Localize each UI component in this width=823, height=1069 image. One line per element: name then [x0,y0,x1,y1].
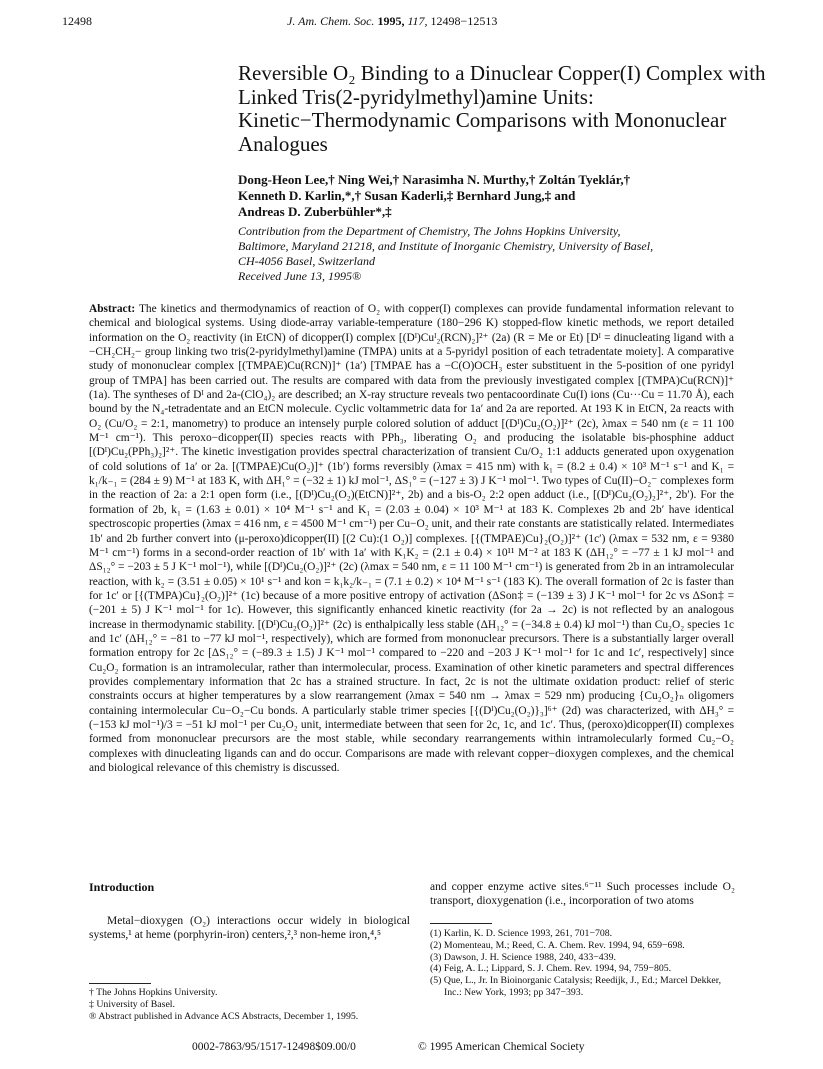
article-title: Reversible O₂ Binding to a Dinuclear Copper(I) Complex with Linked Tris(2-pyridylmethyl)amine Units: Kinetic−Thermodynamic Comparisons with Mononuclear Analogues [238,61,766,156]
footnote: † The Johns Hopkins University. [89,987,218,998]
introduction-heading: Introduction [89,880,155,894]
footnote: ‡ University of Basel. [89,999,175,1010]
journal-pages: 12498−12513 [430,14,498,28]
abstract-text: The kinetics and thermodynamics of reaction of O₂ with copper(I) complexes can provide fundamental information relevant to chemical and biological systems. Using diode-array variable-temperature (180−296 K) stopped-flow kinetic methods, we report detailed information on the O₂ reactivity (in EtCN) of dicopper(I) complex [(Dᴵ)Cuᴵ₂(RCN)₂]²⁺ (2a) (R = Me or Et) [Dᴵ = dinucleating ligand with a −CH₂CH₂− group linking two tris(2-pyridylmethyl)amine (TMPA) units at a 5-pyridyl position of each tetradentate moiety]. A comparative study of mononuclear complex [(TMPAE)Cu(RCN)]⁺ (1a′) [TMPAE has a −C(O)OCH₃ ester substituent in the 5-position of one pyridyl group of TMPA] has been carried out. The results are compared with data from the previously investigated complex [(TMPA)Cu(RCN)]⁺ (1a). The syntheses of Dᴵ and 2a-(ClO₄)₂ are described; an X-ray structure reveals two pentacoordinate Cu(I) ions (Cu···Cu = 11.70 Å), each bound by the N₄-tetradentate and an EtCN molecule. Cyclic voltammetric data for 1a′ and 2a are reported. At 193 K in EtCN, 2a reacts with O₂ (Cu/O₂ = 2:1, manometry) to produce an intensely purple colored solution of adduct [(Dᴵ)Cu₂(O₂)]²⁺ (2c), λmax = 540 nm (ε = 11 100 M⁻¹ cm⁻¹). This peroxo−dicopper(II) species reacts with PPh₃, liberating O₂ and producing the isolatable bis-phosphine adduct [(Dᴵ)Cu₂(PPh₃)₂]²⁺. The kinetic investigation provides spectral characterization of transient Cu/O₂ 1:1 adducts generated upon oxygenation of cold solutions of 1a′ or 2a. [(TMPAE)Cu(O₂)]⁺ (1b′) forms reversibly (λmax = 415 nm) with k₁ = (8.2 ± 0.4) × 10³ M⁻¹ s⁻¹ and K₁ = k₁/k₋₁ = (284 ± 9) M⁻¹ at 183 K, with ΔH₁° = (−32 ± 1) kJ mol⁻¹, ΔS₁° = (−127 ± 3) J K⁻¹ mol⁻¹. Two types of Cu(II)−O₂⁻ complexes form in the reaction of 2a: a 2:1 open form (i.e., [(Dᴵ)Cu₂(O₂)(EtCN)]²⁺, 2b) and a bis-O₂ 2:2 open adduct (i.e., [(Dᴵ)Cu₂(O₂)₂]²⁺, 2b′). For the formation of 2b, k₁ = (1.63 ± 0.01) × 10⁴ M⁻¹ s⁻¹ and K₁ = (2.03 ± 0.04) × 10³ M⁻¹ at 183 K. Complexes 2b and 2b′ have identical spectroscopic properties (λmax = 416 nm, ε = 4500 M⁻¹ cm⁻¹) per Cu−O₂ unit, and their rate constants are statistically related. Intermediates 1b′ and 2b further convert into (μ-peroxo)dicopper(II) [(2 Cu):(1 O₂)] complexes. [{(TMPAE)Cu}₂(O₂)]²⁺ (1c′) (λmax = 532 nm, ε = 9380 M⁻¹ cm⁻¹) forms in a second-order reaction of 1b′ with 1a′ with K₁K₂ = (2.1 ± 0.4) × 10¹¹ M⁻² at 183 K (ΔH₁₂° = −77 ± 1 kJ mol⁻¹ and ΔS₁₂° = −203 ± 5 J K⁻¹ mol⁻¹), while [(Dᴵ)Cu₂(O₂)]²⁺ (2c) (λmax = 540 nm, ε = 11 100 M⁻¹ cm⁻¹) is generated from 2b in an intramolecular reaction, with k₂ = (3.51 ± 0.05) × 10¹ s⁻¹ and kon = k₁k₂/k₋₁ = (7.1 ± 0.2) × 10⁴ M⁻¹ s⁻¹ (183 K). The overall formation of 2c is faster than for 1c′ or [{(TMPA)Cu}₂(O₂)]²⁺ (1c) because of a more positive entropy of activation (ΔSon‡ = (−139 ± 3) J K⁻¹ mol⁻¹ for 2c vs ΔSon‡ = (−201 ± 5) J K⁻¹ mol⁻¹ for 1c). However, this significantly enhanced kinetic reactivity (for 2a → 2c) is not reflected by an analogous increase in thermodynamic stability. [(Dᴵ)Cu₂(O₂)]²⁺ (2c) is enthalpically less stable (ΔH₁₂° = (−34.8 ± 0.4) kJ mol⁻¹) than Cu₂O₂ species 1c and 1c′ (ΔH₁₂° = −81 to −77 kJ mol⁻¹, respectively), which are formed from mononuclear precursors. There is a substantially larger overall formation entropy for 2c [ΔS₁₂° = (−89.3 ± 1.5) J K⁻¹ mol⁻¹ compared to −220 and −203 J K⁻¹ mol⁻¹ for 1c and 1c′, respectively] since Cu₂O₂ formation is an intramolecular, rather than intermolecular, process. Examination of other kinetic parameters and spectral differences provides complementary information that 2c has a strained structure. In fact, 2c is not the ultimate oxidation product: relief of steric constraints occurs at higher temperatures by a slow rearrangement (λmax = 540 nm → λmax = 529 nm) producing {Cu₂O₂}ₙ oligomers containing intermolecular Cu−O₂−Cu bonds. A particularly stable trimer species [{(Dᴵ)Cu₂(O₂)}₃]⁶⁺ (2d) was characterized, with ΔH₃° = (−153 kJ mol⁻¹)/3 = −51 kJ mol⁻¹ per Cu₂O₂ unit, intermediate between that seen for 2c, 1c, and 1c′. Thus, (peroxo)dicopper(II) complexes formed from mononuclear precursors are the most stable, while secondary rearrangements within intramolecularly formed Cu₂−O₂ complexes with dinucleating ligands can and do occur. Comparisons are made with relevant copper−dioxygen complexes, and the chemical and biological relevance of this chemistry is discussed. [89,303,734,774]
right-column [430,880,735,908]
references-rule [430,923,492,924]
journal-year: 1995, [377,14,405,28]
journal-citation [287,14,497,29]
abstract-label: Abstract: [89,303,136,315]
reference-item: (1) Karlin, K. D. Science 1993, 261, 701−708. [430,928,613,939]
journal-name: J. Am. Chem. Soc. [287,14,375,28]
affiliation-footnotes [89,987,410,1023]
page-number: 12498 [62,14,92,28]
author-line: Dong-Heon Lee,† Ning Wei,† Narasimha N. Murthy,† Zoltán Tyeklár,† [238,172,631,187]
introduction-text-left: Metal−dioxygen (O₂) interactions occur widely in biological systems,¹ at heme (porphyrin-iron) centers,²,³ non-heme iron,⁴,⁵ [89,915,410,941]
reference-item: (4) Feig, A. L.; Lippard, S. J. Chem. Rev. 1994, 94, 759−805. [430,963,672,975]
reference-item: (5) Que, L., Jr. In Bioinorganic Catalysis; Reedijk, J., Ed.; Marcel Dekker, Inc.: New York, 1993; pp 347−393. [430,975,722,998]
reference-list [430,928,735,999]
affiliation-line: Baltimore, Maryland 21218, and Institute of Inorganic Chemistry, University of Basel, [238,239,654,253]
author-list [238,172,778,220]
introduction-text-right: and copper enzyme active sites.⁶⁻¹¹ Such processes include O₂ transport, dioxygenation (i.e., incorporation of two atoms [430,881,735,907]
footnote-rule [89,983,151,984]
author-line: Kenneth D. Karlin,*,† Susan Kaderli,‡ Bernhard Jung,‡ and [238,188,576,203]
reference-item: (3) Dawson, J. H. Science 1988, 240, 433−439. [430,951,616,963]
article-code: 0002-7863/95/1517-12498$09.00/0 [192,1041,356,1053]
copyright-notice: © 1995 American Chemical Society [418,1041,585,1053]
affiliation-line: Contribution from the Department of Chemistry, The Johns Hopkins University, [238,224,621,238]
affiliation [238,224,778,284]
journal-volume: 117, [407,14,428,28]
footnote: ® Abstract published in Advance ACS Abstracts, December 1, 1995. [89,1011,359,1022]
received-date: Received June 13, 1995® [238,269,362,283]
reference-item: (2) Momenteau, M.; Reed, C. A. Chem. Rev. 1994, 94, 659−698. [430,939,685,951]
left-column [89,880,410,942]
abstract [89,302,734,775]
running-header [62,14,762,32]
affiliation-line: CH-4056 Basel, Switzerland [238,254,375,268]
author-line: Andreas D. Zuberbühler*,‡ [238,204,392,219]
